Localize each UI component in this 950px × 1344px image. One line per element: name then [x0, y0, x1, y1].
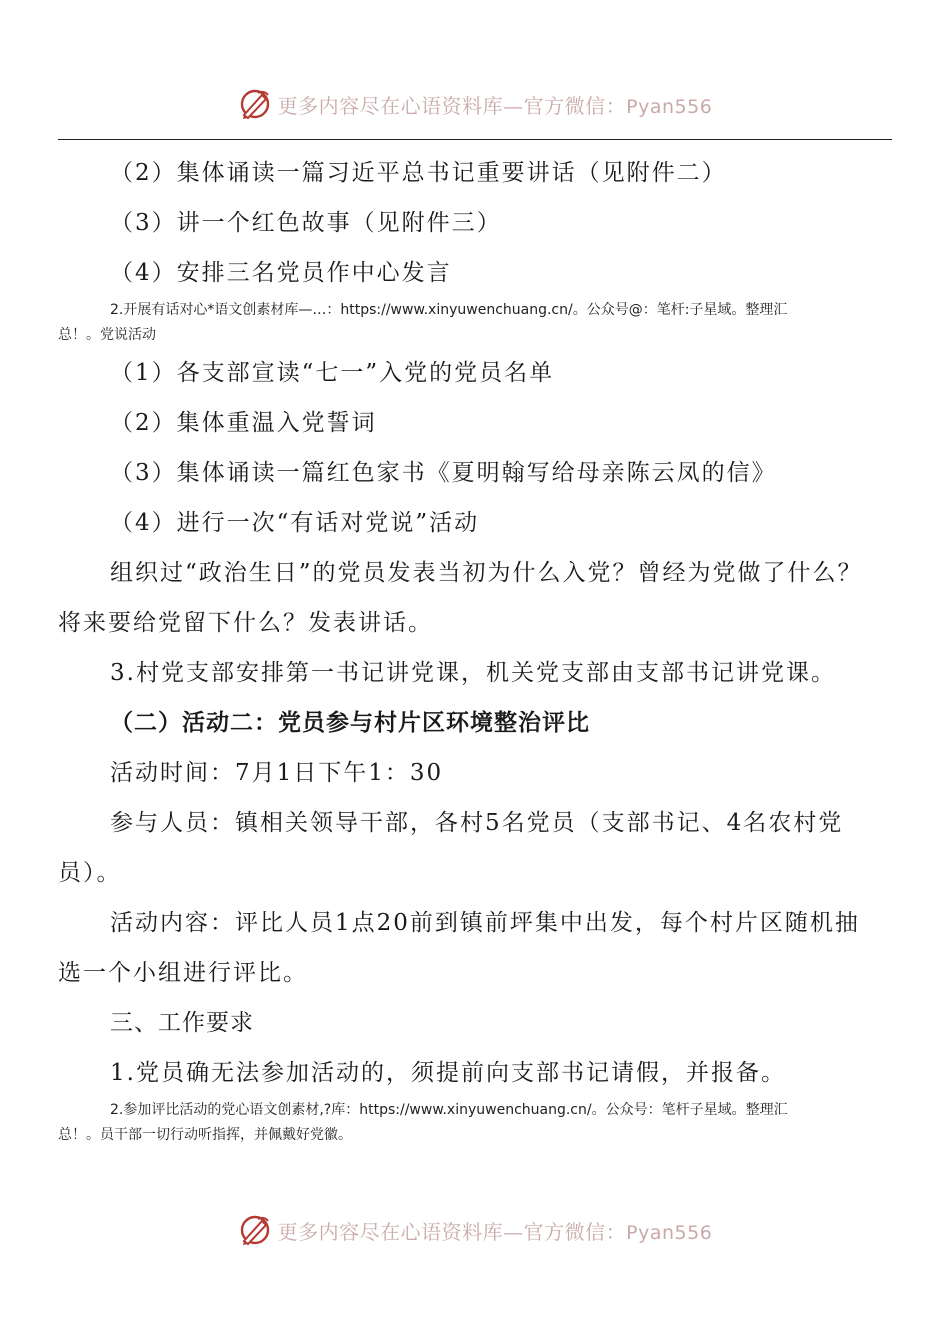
header-banner-text: 更多内容尽在心语资料库—官方微信：Pyan556 — [277, 93, 713, 118]
text-line: （4）进行一次“有话对党说”活动 — [110, 510, 480, 536]
text-line: 选一个小组进行评比。 — [58, 960, 308, 986]
text-line: 员）。 — [58, 860, 122, 886]
text-line: （3）集体诵读一篇红色家书《夏明翰写给母亲陈云凤的信》 — [110, 460, 777, 486]
text-line: （4）安排三名党员作中心发言 — [110, 260, 452, 286]
small-note-block — [58, 298, 892, 348]
text-line: （2）集体重温入党誓词 — [110, 410, 377, 436]
text-line: （3）讲一个红色故事（见附件三） — [110, 210, 502, 236]
small-note-line: 总！。党说活动 — [58, 327, 156, 343]
pen-logo-icon — [238, 1213, 272, 1247]
section-heading: 三、工作要求 — [110, 1010, 254, 1036]
text-line: 活动内容：评比人员1点20前到镇前坪集中出发，每个村片区随机抽 — [110, 910, 860, 936]
small-note-block — [58, 1098, 892, 1148]
text-line: 组织过“政治生日”的党员发表当初为什么入党？曾经为党做了什么？ — [110, 560, 863, 586]
pen-logo-icon — [238, 87, 272, 121]
text-line: 参与人员：镇相关领导干部，各村5名党员（支部书记、4名农村党 — [110, 810, 844, 836]
footer-banner-text: 更多内容尽在心语资料库—官方微信：Pyan556 — [277, 1219, 713, 1244]
text-line: 1.党员确无法参加活动的，须提前向支部书记请假，并报备。 — [110, 1060, 786, 1086]
text-line: 活动时间：7月1日下午1：30 — [110, 760, 444, 786]
header-banner — [0, 84, 950, 124]
text-line: （2）集体诵读一篇习近平总书记重要讲话（见附件二） — [110, 160, 727, 186]
header-rule — [58, 139, 892, 140]
small-note-line: 2.参加评比活动的党心语文创素材,?库：https://www.xinyuwenchuang.cn/。公众号：笔杆子星域。整理汇 — [110, 1102, 788, 1118]
footer-banner — [0, 1210, 950, 1250]
small-note-line: 总！。员干部一切行动听指挥，并佩戴好党徽。 — [58, 1127, 352, 1143]
section-heading: （二）活动二：党员参与村片区环境整治评比 — [110, 709, 590, 736]
text-line: 将来要给党留下什么？发表讲话。 — [58, 610, 433, 636]
text-line: 3.村党支部安排第一书记讲党课，机关党支部由支部书记讲党课。 — [110, 660, 836, 686]
text-line: （1）各支部宣读“七一”入党的党员名单 — [110, 360, 555, 386]
document-body — [58, 148, 892, 1148]
small-note-line: 2.开展有话对心*语文创素材库—…：https://www.xinyuwenchuang.cn/。公众号@：笔杆:子星域。整理汇 — [110, 302, 788, 318]
